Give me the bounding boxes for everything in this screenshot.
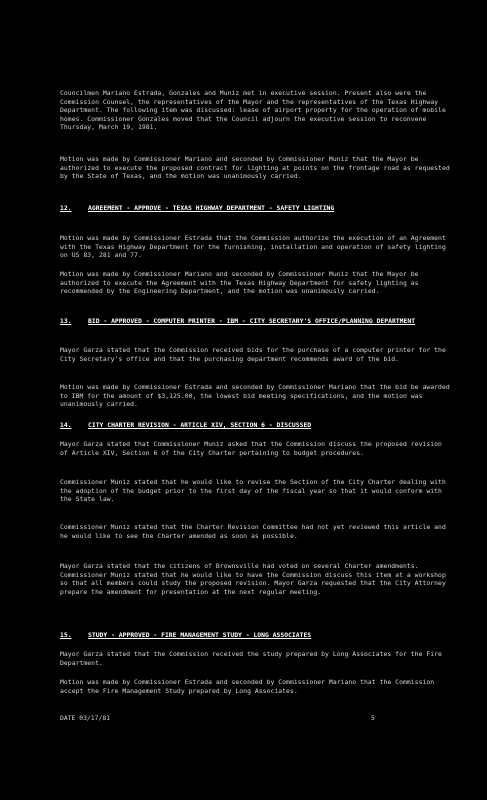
paragraph-charter-request: Mayor Garza stated that Commissioner Muniz asked that the Commission discuss the proposed revision of Article XIV, Section 6 of the City Charter pertaining to budget procedures. — [60, 440, 442, 457]
paragraph-study-motion: Motion was made by Commissioner Estrada and seconded by Commissioner Mariano that the Commission accept the Fire Management Study prepared by Long Associates. — [60, 678, 435, 695]
heading-title: CITY CHARTER REVISION - ARTICLE XIV, SECTION 6 - DISCUSSED — [88, 421, 312, 429]
paragraph-lighting-motion: Motion was made by Commissioner Mariano and seconded by Commissioner Muniz that the Mayor be authorized to execute the proposed contract for lighting at points on the frontage road as requested by the State of Texas, and the motion was unanimously carried. — [60, 155, 450, 181]
paragraph-study-description: Mayor Garza stated that the Commission received the study prepared by Long Associates for the Fire Department. — [60, 650, 442, 667]
heading-safety-lighting — [60, 204, 440, 213]
heading-title: AGREEMENT - APPROVE - TEXAS HIGHWAY DEPARTMENT - SAFETY LIGHTING — [88, 204, 335, 212]
heading-charter-revision — [60, 421, 440, 430]
heading-computer-printer-bid — [60, 317, 440, 326]
heading-fire-management-study — [60, 631, 440, 640]
footer-date: DATE 03/17/81 — [60, 714, 111, 722]
paragraph-bid-description: Mayor Garza stated that the Commission received bids for the purchase of a computer printer for the City Secretary's office and that the purchasing department recommends award of the bid. — [60, 346, 446, 363]
heading-number: 14. — [60, 421, 72, 429]
paragraph-charter-committee: Commissioner Muniz stated that the Charter Revision Committee had not yet reviewed this article and he would like to see the Charter amended as soon as possible. — [60, 523, 446, 540]
heading-title: STUDY - APPROVED - FIRE MANAGEMENT STUDY - LONG ASSOCIATES — [88, 631, 312, 639]
paragraph-agreement-motion: Motion was made by Commissioner Mariano and seconded by Commissioner Muniz that the Mayor be authorized to execute the Agreement with the Texas Highway Department for safety lighting as recommended by the Engineering Department, and the motion was unanimously carried. — [60, 270, 419, 296]
heading-number: 12. — [60, 204, 72, 212]
paragraph-agreement-description: Motion was made by Commissioner Estrada that the Commission authorize the execution of an Agreement with the Texas Highway Department for the furnishing, installation and operation of safety lighting on US 83, 281 and 77. — [60, 234, 446, 260]
heading-number: 13. — [60, 317, 72, 325]
paragraph-executive-session: Councilmen Mariano Estrada, Gonzales and Muniz met in executive session. Present also were the Commission Counsel, the representatives of the Mayor and the representatives of the Texas Highway Department. The following item was discussed: lease of airport property for the operation of mobile homes. Commissioner Gonzales moved that the Council adjourn the executive session to reconvene Thursday, March 19, 1981. — [60, 89, 446, 132]
paragraph-charter-workshop: Mayor Garza stated that the citizens of Brownsville had voted on several Charter amendments. Commissioner Muniz stated that he would like to have the Commission discuss this item at a workshop so that all members could study the proposed revision. Mayor Garza requested that the City Attorney prepare the amendment for presentation at the next regular meeting. — [60, 562, 446, 596]
page-number: 5 — [371, 714, 375, 722]
paragraph-bid-motion: Motion was made by Commissioner Estrada and seconded by Commissioner Mariano that the bid be awarded to IBM for the amount of $3,125.00, the lowest bid meeting specifications, and the motion was unanimously carried. — [60, 383, 450, 409]
heading-title: BID - APPROVED - COMPUTER PRINTER - IBM - CITY SECRETARY'S OFFICE/PLANNING DEPARTMENT — [88, 317, 416, 325]
heading-number: 15. — [60, 631, 72, 639]
paragraph-charter-muniz: Commissioner Muniz stated that he would like to revise the Section of the City Charter dealing with the adoption of the budget prior to the first day of the fiscal year so that it would conform with the State law. — [60, 478, 446, 504]
